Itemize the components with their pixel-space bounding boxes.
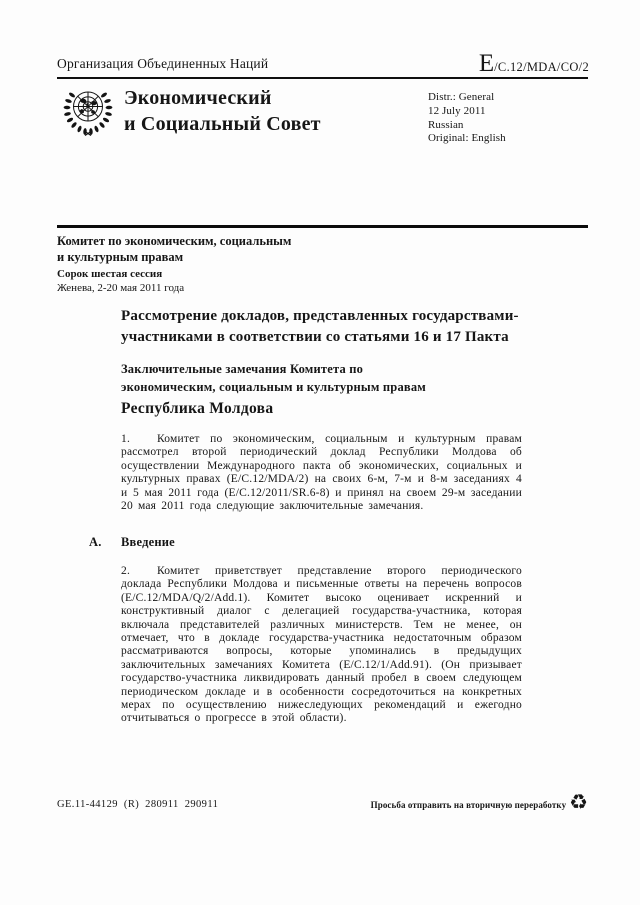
distribution-block <box>428 91 506 146</box>
recycle-note-block <box>370 790 588 815</box>
section-title: Введение <box>121 535 175 549</box>
section-a-heading <box>89 535 175 550</box>
venue-label: Женева, 2-20 мая 2011 года <box>57 281 185 294</box>
country-heading: Республика Молдова <box>121 400 274 417</box>
committee-name-line1: Комитет по экономическим, социальным <box>57 234 292 248</box>
header-divider-thick <box>57 225 588 228</box>
committee-name-line2: и культурным правам <box>57 249 184 264</box>
recycle-note-label: Просьба отправить на вторичную переработку <box>370 799 567 810</box>
recycle-icon: ♻ <box>569 790 588 814</box>
paragraph-number: 1. <box>121 433 131 445</box>
paragraph-2 <box>121 565 522 726</box>
header-divider-thin <box>57 77 588 79</box>
council-name-line1: Экономический <box>124 87 272 109</box>
council-name-line2: и Социальный Совет <box>124 113 321 135</box>
section-letter: A. <box>89 535 102 549</box>
concluding-observations-subtitle: Заключительные замечания Комитета по экономическим, социальным и культурным правам <box>121 362 427 394</box>
doc-symbol-number: /C.12/MDA/CO/2 <box>494 60 589 74</box>
paragraph-text: Комитет приветствует представление второго периодического доклада Республики Молдова и письменные ответы на перечень вопросов (E/C.12/MDA/Q/2/Add.1). Комитет высоко оценивает искренний и конструктивный диалог с делегацией государства-участника, которая включала представителей различных министерств. Тем не менее, он отмечает, что в докладе государства-участника недостаточным образом рассматриваются вопросы, которые упоминались в предыдущих заключительных замечаниях Комитета (E/C.12/1/Add.91). (Он призывает государство-участника ликвидировать данный пробел в своем следующем периодическом докладе и в особенности сосредоточиться на конкретных мерах по осуществлению нижеследующих рекомендаций и ежегодно отчитываться о прогрессе в этой области). <box>121 565 522 725</box>
council-name <box>124 85 321 137</box>
distr-line: 12 July 2011 <box>428 104 486 117</box>
paragraph-1 <box>121 433 522 513</box>
page-title: Рассмотрение докладов, представленных государствами-участниками в соответствии со статьями 16 и 17 Пакта <box>121 308 519 345</box>
doc-symbol-series: E <box>478 50 495 77</box>
distr-line: Distr.: General <box>428 91 495 103</box>
distr-line: Russian <box>428 118 464 131</box>
org-name-label: Организация Объединенных Наций <box>57 56 269 71</box>
paragraph-text: Комитет по экономическим, социальным и культурным правам рассмотрел второй периодический доклад Республики Молдова об осуществлении Международного пакта об экономических, социальных и культурных правах (E/C.12/MDA/2) на своих 6-м, 7-м и 8-м заседаниях 4 и 5 мая 2011 года (E/C.12/2011/SR.6-8) и принял на своем 29-м заседании 20 мая 2011 года следующие заключительные замечания. <box>121 433 522 513</box>
doc-symbol <box>479 51 589 76</box>
session-label: Сорок шестая сессия <box>57 268 163 280</box>
distr-line: Original: English <box>428 132 506 145</box>
committee-block <box>57 234 291 295</box>
un-emblem-icon <box>58 82 118 145</box>
ge-doc-number: GE.11-44129 (R) 280911 290911 <box>57 799 219 810</box>
paragraph-number: 2. <box>121 565 131 577</box>
